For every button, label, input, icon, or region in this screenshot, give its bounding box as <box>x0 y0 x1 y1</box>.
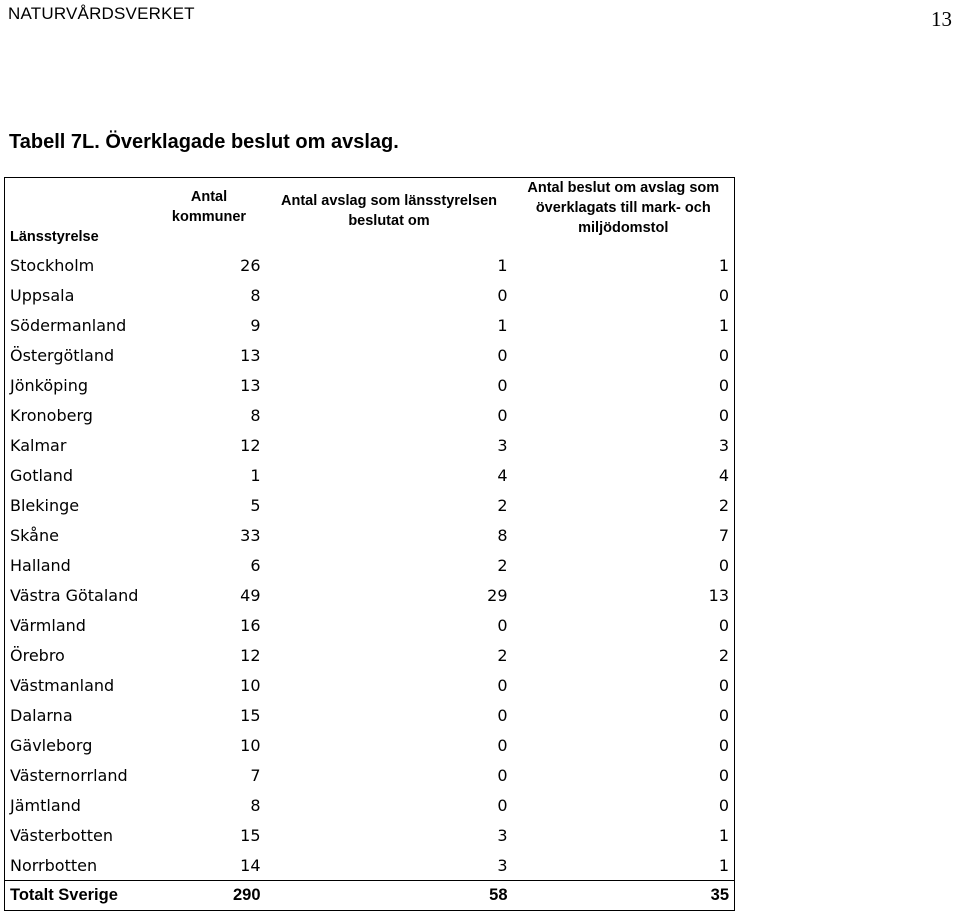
row-kommuner: 5 <box>250 495 261 515</box>
row-overklagade: 7 <box>513 520 735 550</box>
row-kommuner: 14 <box>240 855 261 875</box>
row-overklagade: 0 <box>513 550 735 580</box>
row-avslag: 1 <box>497 255 508 275</box>
row-avslag: 0 <box>497 375 508 395</box>
row-region: Uppsala <box>5 280 153 310</box>
row-region: Kronoberg <box>5 400 153 430</box>
row-kommuner: 49 <box>240 585 261 605</box>
table-title: Tabell 7L. Överklagade beslut om avslag. <box>9 131 399 153</box>
table-body <box>5 250 735 881</box>
row-kommuner: 1 <box>250 465 261 485</box>
row-kommuner: 12 <box>240 435 261 455</box>
row-avslag: 0 <box>497 735 508 755</box>
total-overklagade: 35 <box>513 881 735 911</box>
table-row <box>5 250 735 280</box>
header-region: Länsstyrelse <box>5 178 153 251</box>
table-row <box>5 790 735 820</box>
header-avslag-text: Antal avslag som länsstyrelsen beslutat om <box>281 193 497 229</box>
row-kommuner: 13 <box>240 375 261 395</box>
row-overklagade: 2 <box>513 490 735 520</box>
row-overklagade: 4 <box>513 460 735 490</box>
table-row <box>5 580 735 610</box>
table-row <box>5 340 735 370</box>
row-overklagade: 0 <box>513 700 735 730</box>
table-header-row <box>5 178 735 251</box>
table-row <box>5 700 735 730</box>
row-region: Värmland <box>5 610 153 640</box>
row-region: Stockholm <box>5 250 153 280</box>
table-row <box>5 820 735 850</box>
table-row <box>5 400 735 430</box>
table-row <box>5 430 735 460</box>
row-region: Jönköping <box>5 370 153 400</box>
row-avslag: 0 <box>497 765 508 785</box>
row-kommuner: 6 <box>250 555 261 575</box>
row-kommuner: 9 <box>250 315 261 335</box>
row-overklagade: 2 <box>513 640 735 670</box>
table-row <box>5 520 735 550</box>
row-overklagade: 1 <box>513 820 735 850</box>
total-row <box>5 881 735 911</box>
row-kommuner: 16 <box>240 615 261 635</box>
page-number: 13 <box>931 7 952 31</box>
row-region: Västerbotten <box>5 820 153 850</box>
row-kommuner: 33 <box>240 525 261 545</box>
row-overklagade: 1 <box>513 250 735 280</box>
row-overklagade: 3 <box>513 430 735 460</box>
row-region: Gotland <box>5 460 153 490</box>
row-avslag: 1 <box>497 315 508 335</box>
row-region: Södermanland <box>5 310 153 340</box>
row-avslag: 0 <box>497 345 508 365</box>
row-overklagade: 1 <box>513 310 735 340</box>
row-avslag: 0 <box>497 405 508 425</box>
row-overklagade: 0 <box>513 610 735 640</box>
row-region: Kalmar <box>5 430 153 460</box>
row-overklagade: 0 <box>513 670 735 700</box>
row-kommuner: 10 <box>240 675 261 695</box>
row-region: Norrbotten <box>5 850 153 881</box>
header-overklagade <box>513 178 735 251</box>
row-overklagade: 0 <box>513 400 735 430</box>
row-avslag: 29 <box>487 585 508 605</box>
table-row <box>5 730 735 760</box>
running-head: NATURVÅRDSVERKET <box>8 4 195 23</box>
header-avslag <box>266 178 513 251</box>
table-row <box>5 310 735 340</box>
row-kommuner: 8 <box>250 405 261 425</box>
row-avslag: 0 <box>497 705 508 725</box>
table-row <box>5 760 735 790</box>
table-row <box>5 490 735 520</box>
row-kommuner: 8 <box>250 795 261 815</box>
row-overklagade: 13 <box>513 580 735 610</box>
row-kommuner: 7 <box>250 765 261 785</box>
row-kommuner: 10 <box>240 735 261 755</box>
row-overklagade: 0 <box>513 730 735 760</box>
row-kommuner: 8 <box>250 285 261 305</box>
row-region: Dalarna <box>5 700 153 730</box>
table-row <box>5 370 735 400</box>
row-region: Blekinge <box>5 490 153 520</box>
row-overklagade: 0 <box>513 370 735 400</box>
row-avslag: 2 <box>497 495 508 515</box>
table-row <box>5 640 735 670</box>
row-region: Västernorrland <box>5 760 153 790</box>
row-overklagade: 0 <box>513 280 735 310</box>
row-region: Örebro <box>5 640 153 670</box>
row-kommuner: 13 <box>240 345 261 365</box>
row-region: Västmanland <box>5 670 153 700</box>
row-avslag: 0 <box>497 795 508 815</box>
row-overklagade: 1 <box>513 850 735 881</box>
row-region: Västra Götaland <box>5 580 153 610</box>
row-region: Gävleborg <box>5 730 153 760</box>
row-kommuner: 26 <box>240 255 261 275</box>
row-avslag: 3 <box>497 435 508 455</box>
row-region: Halland <box>5 550 153 580</box>
total-region: Totalt Sverige <box>5 881 153 911</box>
row-region: Skåne <box>5 520 153 550</box>
row-overklagade: 0 <box>513 340 735 370</box>
row-avslag: 4 <box>497 465 508 485</box>
total-kommuner: 290 <box>153 881 266 911</box>
table-row <box>5 280 735 310</box>
row-avslag: 3 <box>497 825 508 845</box>
header-overklagade-text: Antal beslut om avslag som överklagats till mark- och miljödomstol <box>527 180 720 236</box>
table-row <box>5 850 735 881</box>
row-region: Östergötland <box>5 340 153 370</box>
row-avslag: 8 <box>497 525 508 545</box>
table-row <box>5 610 735 640</box>
header-kommuner-text: Antal kommuner <box>171 189 247 225</box>
row-overklagade: 0 <box>513 790 735 820</box>
row-avslag: 3 <box>497 855 508 875</box>
row-overklagade: 0 <box>513 760 735 790</box>
table-row <box>5 670 735 700</box>
statistics-table <box>4 177 735 911</box>
row-avslag: 0 <box>497 615 508 635</box>
row-region: Jämtland <box>5 790 153 820</box>
header-kommuner <box>153 178 266 251</box>
row-kommuner: 15 <box>240 825 261 845</box>
table-row <box>5 550 735 580</box>
row-avslag: 0 <box>497 285 508 305</box>
row-kommuner: 15 <box>240 705 261 725</box>
row-avslag: 2 <box>497 645 508 665</box>
row-avslag: 2 <box>497 555 508 575</box>
row-kommuner: 12 <box>240 645 261 665</box>
row-avslag: 0 <box>497 675 508 695</box>
total-avslag: 58 <box>266 881 513 911</box>
table-row <box>5 460 735 490</box>
